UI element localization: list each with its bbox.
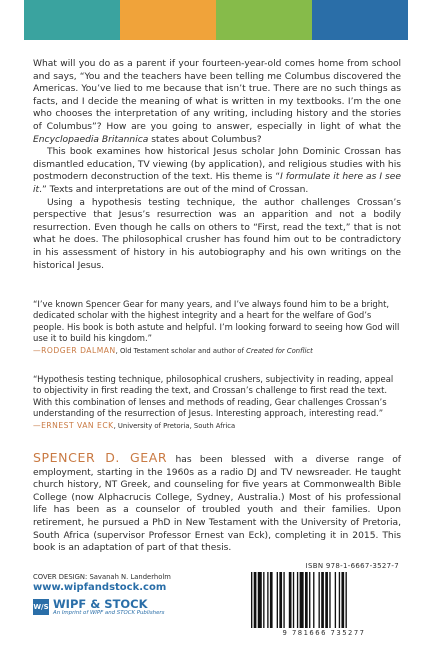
barcode-bar <box>251 572 252 628</box>
paragraph-3: Using a hypothesis testing technique, the author challenges Crossan’s perspective that Jesus’s resurrection was an apparition and not a bodily resurrection. Even though he calls on others to “First, read the text,” that is not what he does. The philosophical crusher has found him out to be contradictory in his assessment of history in his autobiography and his own writings on the historical Jesus. <box>33 197 401 271</box>
barcode-bar <box>346 572 347 628</box>
color-block-teal <box>24 0 120 40</box>
author-bio: SPENCER D. GEAR has been blessed with a diverse range of employment, starting in the 1960s as a radio DJ and TV newsreader. He taught church history, NT Greek, and counseling for five years at Commonwealth Bible College (now Alphacrucis College, Sydney, Australia.) Most of his professional life has been as a counselor of troubled youth and their families. Upon retirement, he pursued a PhD in New Testament with the University of Pretoria, South Africa (supervisor Professor Ernest van Eck), completing it in 2015. This book is an adaptation of part of that thesis. <box>33 450 401 554</box>
publisher-name: WIPF & STOCK <box>53 597 148 611</box>
barcode-bar <box>267 572 268 628</box>
color-block-blue <box>312 0 408 40</box>
endorsement-attribution: —ERNEST VAN ECK, University of Pretoria, South Africa <box>33 421 236 431</box>
back-cover-description <box>33 58 401 272</box>
cover-design-credit: COVER DESIGN: Savanah N. Landerholm <box>33 573 171 581</box>
color-block-green <box>216 0 312 40</box>
barcode-digits: 9 781666 735277 <box>282 629 366 637</box>
barcode-bar <box>339 572 340 628</box>
barcode-bar <box>279 572 282 628</box>
barcode-bar <box>297 572 298 628</box>
barcode-bar <box>270 572 273 628</box>
paragraph-2: This book examines how historical Jesus scholar John Dominic Crossan has dismantled education, TV viewing (by application), and religious studies with his postmodern deconstruction of the text. His theme is “I formulate it here as I see it.” Texts and interpretations are out of the mind of Crossan. <box>33 147 401 195</box>
barcode-bar <box>293 572 294 628</box>
barcode-bar <box>329 572 330 628</box>
color-block-orange <box>120 0 216 40</box>
barcode-bar <box>309 572 310 628</box>
barcode-bar <box>335 572 336 628</box>
barcode-bar <box>325 572 328 628</box>
endorsement-1 <box>33 299 401 357</box>
paragraph-1: What will you do as a parent if your fourteen-year-old comes home from school and says, “You and the teachers have been telling me Columbus discovered the Americas. You’ve lied to me because that isn’t true. There are no such things as facts, and I decide the meaning of what is written in my textbooks. I’m the one who chooses the interpretation of any writing, including history and the stories of Columbus”? How are you going to answer, especially in light of what the Encyclopaedia Britannica states about Columbus? <box>33 59 401 145</box>
barcode-bar <box>305 572 308 628</box>
barcode <box>249 572 399 628</box>
barcode-bar <box>313 572 314 628</box>
isbn-barcode-block <box>249 562 399 637</box>
endorsement-quote: “Hypothesis testing technique, philosophical crushers, subjectivity in reading, appeal to objectivity in first reading the text, and Crossan’s challenge to first read the text. With this combination of lenses and methods of reading, Gear challenges Crossan’s understanding of the resurrection of Jesus. Interesting approach, interesting read.” <box>33 374 394 418</box>
barcode-bar <box>283 572 284 628</box>
barcode-bar <box>341 572 344 628</box>
barcode-bar <box>254 572 257 628</box>
endorsement-2 <box>33 374 401 432</box>
publisher-subtitle: An Imprint of WIPF and STOCK Publishers <box>53 610 165 616</box>
isbn-label: ISBN 978-1-6667-3527-7 <box>305 562 399 570</box>
endorsement-attribution: —RODGER DALMAN, Old Testament scholar and author of Created for Conflict <box>33 346 313 356</box>
author-name: SPENCER D. GEAR <box>33 450 168 465</box>
barcode-bar <box>258 572 262 628</box>
publisher-logo-mark: W/S <box>33 599 49 615</box>
barcode-bar <box>277 572 278 628</box>
barcode-bar <box>319 572 320 628</box>
endorsement-quote: “I’ve known Spencer Gear for many years, and I’ve always found him to be a bright, dedicated scholar with the highest integrity and a heart for the welfare of God’s people. His book is both astute and helpful. I’m looking forward to seeing how God will use it to build his kingdom.” <box>33 299 400 343</box>
barcode-bar <box>289 572 292 628</box>
barcode-bar <box>321 572 324 628</box>
barcode-bar <box>300 572 304 628</box>
top-color-bar <box>24 0 408 40</box>
publisher-logo <box>33 598 164 616</box>
barcode-bar <box>263 572 264 628</box>
publisher-website-link[interactable]: www.wipfandstock.com <box>33 582 167 593</box>
